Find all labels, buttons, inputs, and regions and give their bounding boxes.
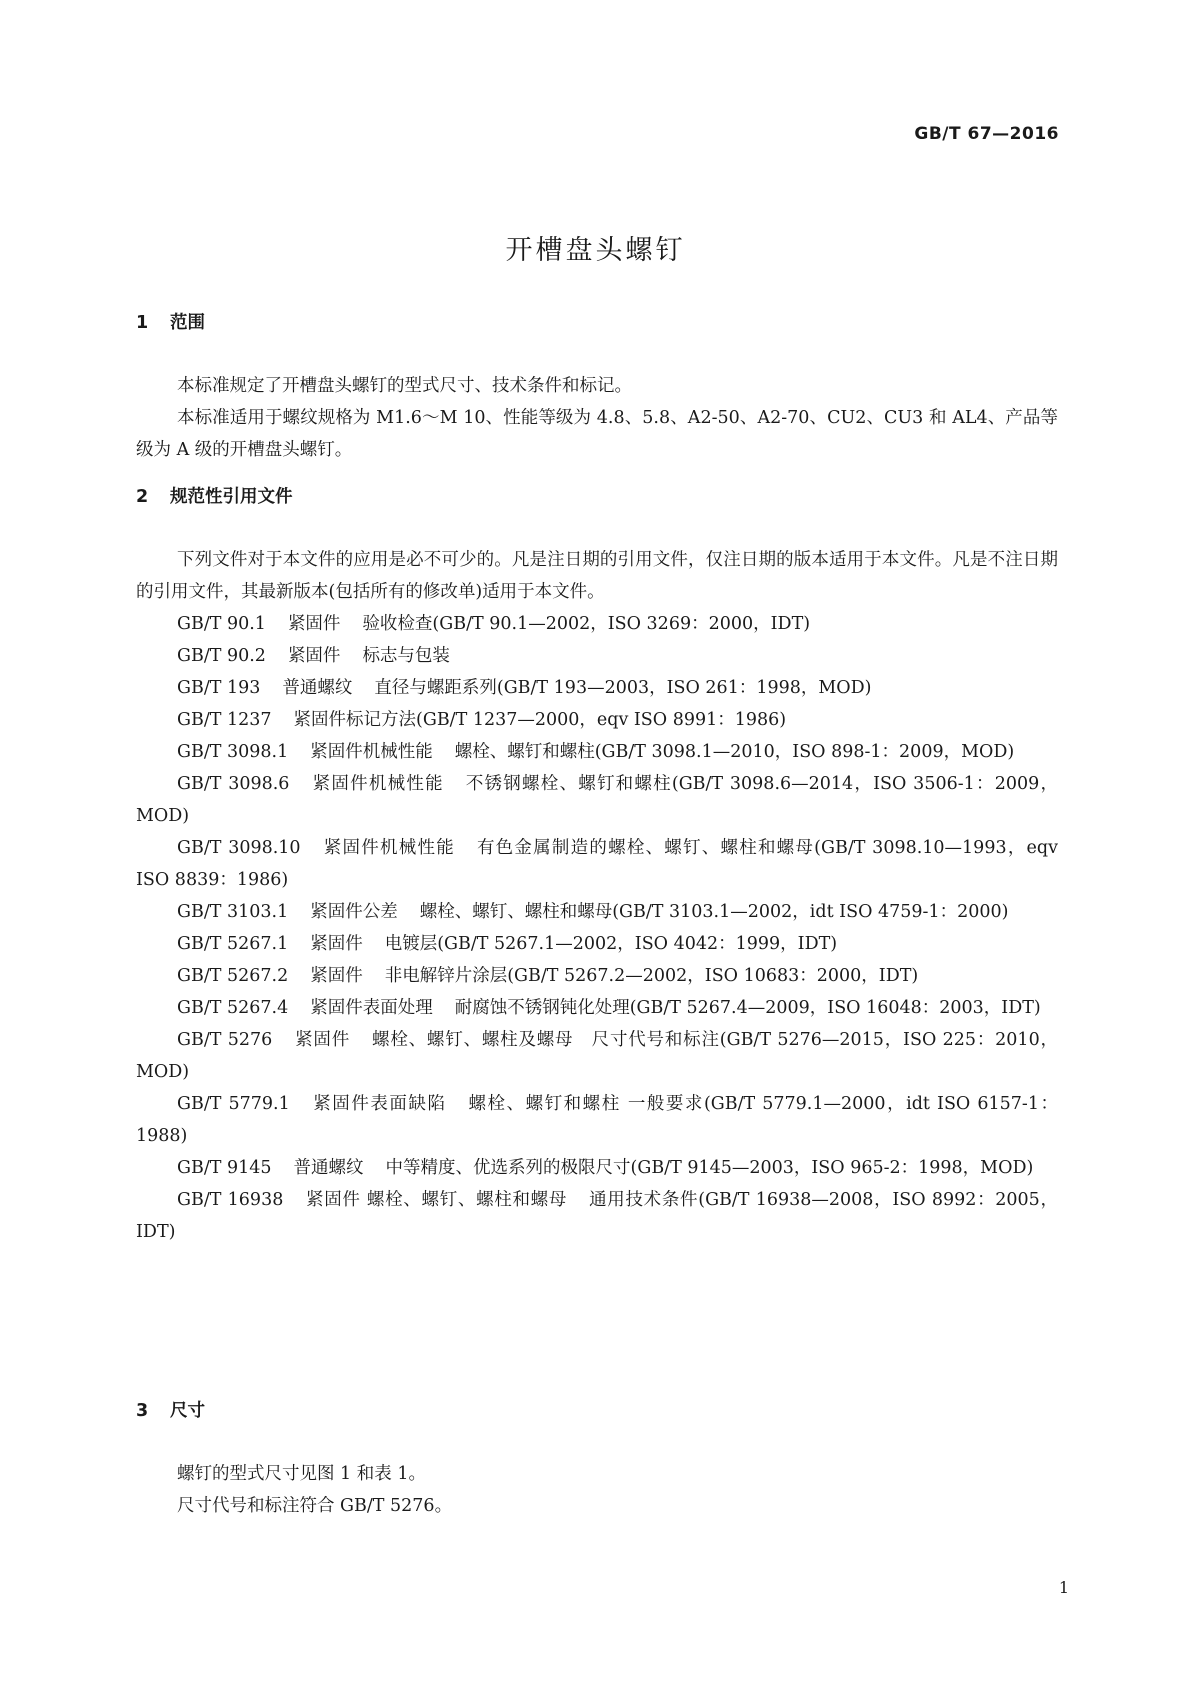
reference-name: 紧固件公差 [310, 902, 398, 922]
section-scope [136, 308, 1058, 466]
reference-item [136, 704, 1058, 736]
section-heading [136, 482, 1058, 512]
reference-subject: 直径与螺距系列(GB/T 193—2003，ISO 261：1998，MOD) [374, 678, 872, 698]
reference-name: 紧固件机械性能 [322, 838, 455, 858]
reference-name: 紧固件 螺栓、螺钉、螺柱和螺母 [305, 1190, 568, 1210]
reference-subject: 不锈钢螺栓、螺钉和螺柱(GB/T 3098.6—2014，ISO 3506-1：2009，MOD) [136, 774, 1058, 826]
section-number: 2 [136, 487, 149, 507]
document-title: 开槽盘头螺钉 [505, 235, 686, 266]
standard-code: GB/T 67—2016 [914, 124, 1059, 144]
section-heading [136, 308, 1058, 338]
reference-subject: 耐腐蚀不锈钢钝化处理(GB/T 5267.4—2009，ISO 16048：2003，IDT) [454, 998, 1041, 1018]
reference-item [136, 992, 1058, 1024]
reference-subject: 有色金属制造的螺栓、螺钉、螺柱和螺母(GB/T 3098.10—1993，eqv ISO 8839：1986) [136, 838, 1058, 890]
reference-code: GB/T 5267.2 [177, 966, 289, 986]
section-normative-references [136, 482, 1058, 1248]
reference-subject: 螺栓、螺钉、螺柱及螺母 尺寸代号和标注(GB/T 5276—2015，ISO 225：2010，MOD) [136, 1030, 1058, 1082]
reference-name: 紧固件 [287, 614, 341, 634]
reference-item [136, 768, 1058, 832]
section-title: 尺寸 [170, 1401, 205, 1421]
reference-subject: 通用技术条件(GB/T 16938—2008，ISO 8992：2005，IDT) [136, 1190, 1059, 1242]
reference-name: 紧固件 [310, 934, 363, 954]
reference-item [136, 672, 1058, 704]
reference-code: GB/T 5276 [177, 1030, 273, 1050]
section-title: 范围 [170, 313, 205, 333]
paragraph: 本标准适用于螺纹规格为 M1.6～M 10、性能等级为 4.8、5.8、A2-50、A2-70、CU2、CU3 和 AL4、产品等级为 A 级的开槽盘头螺钉。 [136, 408, 1058, 460]
reference-item [136, 736, 1058, 768]
reference-name: 紧固件 [310, 966, 363, 986]
paragraph: 尺寸代号和标注符合 GB/T 5276。 [177, 1496, 453, 1516]
reference-subject: 电镀层(GB/T 5267.1—2002，ISO 4042：1999，IDT) [384, 934, 838, 954]
reference-subject: 验收检查(GB/T 90.1—2002，ISO 3269：2000，IDT) [362, 614, 811, 634]
reference-name: 紧固件标记方法(GB/T 1237—2000，eqv ISO 8991：1986) [293, 710, 787, 730]
reference-item [136, 928, 1058, 960]
reference-code: GB/T 193 [177, 678, 261, 698]
reference-code: GB/T 3098.10 [177, 838, 301, 858]
reference-item [136, 1088, 1058, 1152]
reference-subject: 螺栓、螺钉和螺柱 一般要求(GB/T 5779.1—2000，idt ISO 6157-1：1988) [136, 1094, 1058, 1146]
reference-item [136, 608, 1058, 640]
reference-item [136, 1024, 1058, 1088]
reference-item [136, 896, 1058, 928]
reference-subject: 螺栓、螺钉和螺柱(GB/T 3098.1—2010，ISO 898-1：2009，MOD) [454, 742, 1015, 762]
reference-name: 紧固件机械性能 [310, 742, 433, 762]
section-heading [136, 1396, 1058, 1426]
reference-code: GB/T 90.1 [177, 614, 266, 634]
section-dimensions [136, 1396, 1058, 1522]
intro-paragraph: 下列文件对于本文件的应用是必不可少的。凡是注日期的引用文件，仅注日期的版本适用于本文件。凡是不注日期的引用文件，其最新版本(包括所有的修改单)适用于本文件。 [136, 550, 1058, 602]
reference-name: 紧固件表面缺陷 [311, 1094, 447, 1114]
reference-code: GB/T 9145 [177, 1158, 272, 1178]
reference-code: GB/T 3098.6 [177, 774, 290, 794]
reference-code: GB/T 1237 [177, 710, 272, 730]
reference-subject: 标志与包装 [362, 646, 450, 666]
reference-code: GB/T 90.2 [177, 646, 266, 666]
reference-name: 普通螺纹 [282, 678, 353, 698]
reference-code: GB/T 5267.4 [177, 998, 289, 1018]
section-body [136, 370, 1058, 466]
reference-code: GB/T 16938 [177, 1190, 284, 1210]
reference-subject: 螺栓、螺钉、螺柱和螺母(GB/T 3103.1—2002，idt ISO 4759-1：2000) [419, 902, 1009, 922]
reference-code: GB/T 3103.1 [177, 902, 289, 922]
reference-code: GB/T 3098.1 [177, 742, 289, 762]
reference-name: 紧固件 [287, 646, 341, 666]
section-body [136, 544, 1058, 1248]
reference-item [136, 1152, 1058, 1184]
reference-name: 紧固件表面处理 [310, 998, 433, 1018]
reference-name: 紧固件机械性能 [311, 774, 444, 794]
section-number: 3 [136, 1401, 149, 1421]
paragraph: 螺钉的型式尺寸见图 1 和表 1。 [177, 1464, 426, 1484]
page-number: 1 [1058, 1578, 1069, 1597]
reference-subject: 中等精度、优选系列的极限尺寸(GB/T 9145—2003，ISO 965-2：1998，MOD) [385, 1158, 1034, 1178]
reference-name: 紧固件 [294, 1030, 351, 1050]
section-number: 1 [136, 313, 149, 333]
paragraph: 本标准规定了开槽盘头螺钉的型式尺寸、技术条件和标记。 [177, 376, 632, 396]
reference-subject: 非电解锌片涂层(GB/T 5267.2—2002，ISO 10683：2000，IDT) [384, 966, 919, 986]
section-body [136, 1458, 1058, 1522]
reference-name: 普通螺纹 [293, 1158, 364, 1178]
reference-code: GB/T 5267.1 [177, 934, 289, 954]
section-title: 规范性引用文件 [170, 487, 293, 507]
reference-item [136, 960, 1058, 992]
reference-item [136, 640, 1058, 672]
reference-code: GB/T 5779.1 [177, 1094, 290, 1114]
reference-item [136, 1184, 1058, 1248]
reference-item [136, 832, 1058, 896]
